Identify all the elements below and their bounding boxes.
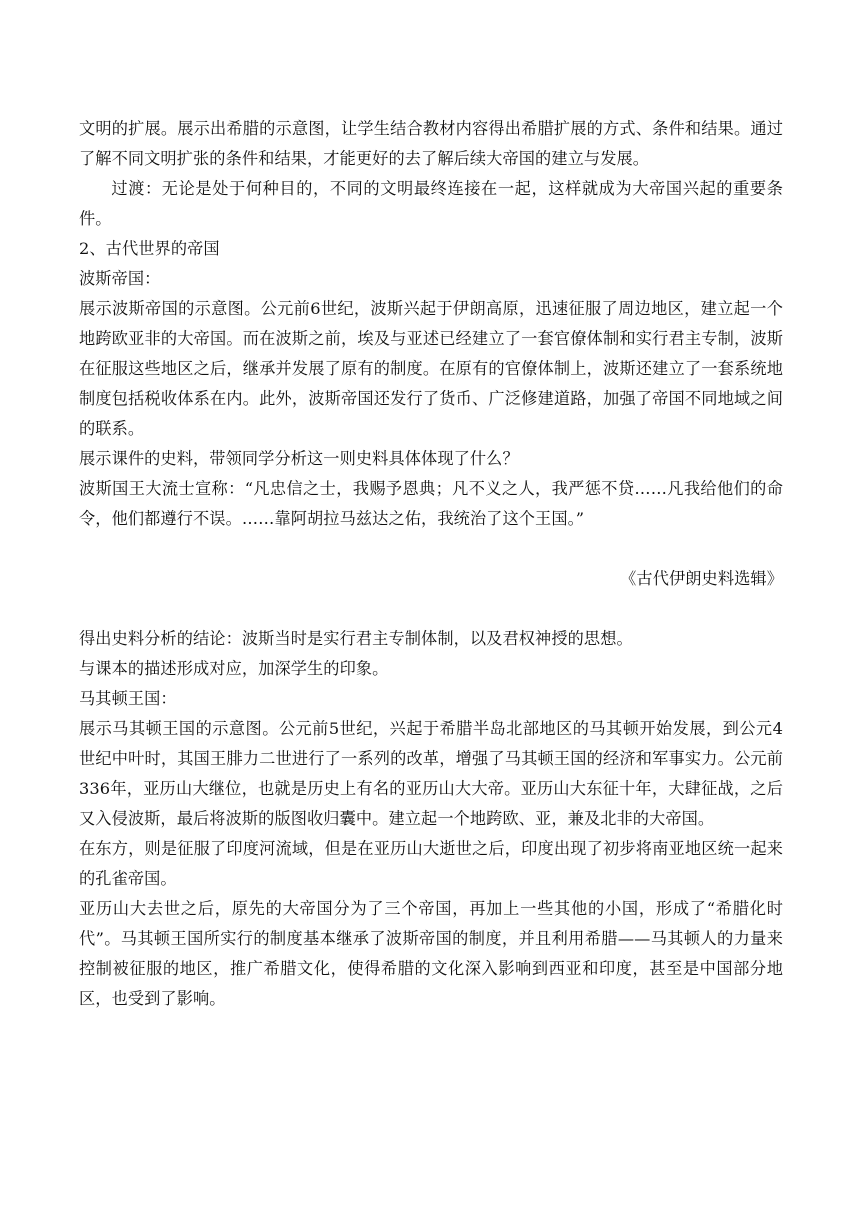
subheading-persian-empire: 波斯帝国：	[79, 269, 161, 288]
paragraph-expansion: 文明的扩展。展示出希腊的示意图，让学生结合教材内容得出希腊扩展的方式、条件和结果。通过了解不同文明扩张的条件和结果，才能更好的去了解后续大帝国的建立与发展。	[79, 119, 783, 168]
document-body	[79, 114, 783, 1014]
paragraph-hellenistic: 亚历山大去世之后，原先的大帝国分为了三个帝国，再加上一些其他的小国，形成了“希腊化时代”。马其顿王国所实行的制度基本继承了波斯帝国的制度，并且利用希腊——马其顿人的力量来控制被征服的地区，推广希腊文化，使得希腊的文化深入影响到西亚和印度，甚至是中国部分地区，也受到了影响。	[79, 899, 783, 1008]
quote-source: 《古代伊朗史料选辑》	[620, 569, 783, 588]
section-heading-ancient-empires: 2、古代世界的帝国	[79, 239, 220, 258]
paragraph-macedon-map: 展示马其顿王国的示意图。公元前5世纪，兴起于希腊半岛北部地区的马其顿开始发展，到公元4世纪中叶时，其国王腓力二世进行了一系列的改革，增强了马其顿王国的经济和军事实力。公元前336年，亚历山大继位，也就是历史上有名的亚历山大大帝。亚历山大东征十年，大肆征战，之后又入侵波斯，最后将波斯的版图收归囊中。建立起一个地跨欧、亚，兼及北非的大帝国。	[79, 719, 783, 828]
subheading-macedon: 马其顿王国：	[79, 689, 177, 708]
paragraph-persian-map: 展示波斯帝国的示意图。公元前6世纪，波斯兴起于伊朗高原，迅速征服了周边地区，建立起一个地跨欧亚非的大帝国。而在波斯之前，埃及与亚述已经建立了一套官僚体制和实行君主专制，波斯在征服这些地区之后，继承并发展了原有的制度。在原有的官僚体制上，波斯还建立了一套系统地制度包括税收体系在内。此外，波斯帝国还发行了货币、广泛修建道路，加强了帝国不同地域之间的联系。	[79, 299, 783, 438]
paragraph-courseware: 展示课件的史料，带领同学分析这一则史料具体体现了什么？	[79, 449, 519, 468]
paragraph-conclusion: 得出史料分析的结论：波斯当时是实行君主专制体制，以及君权神授的思想。	[79, 629, 633, 648]
paragraph-east: 在东方，则是征服了印度河流域，但是在亚历山大逝世之后，印度出现了初步将南亚地区统一起来的孔雀帝国。	[79, 839, 783, 888]
paragraph-transition: 过渡：无论是处于何种目的，不同的文明最终连接在一起，这样就成为大帝国兴起的重要条件。	[79, 179, 783, 228]
quote-darius: 波斯国王大流士宣称：“凡忠信之士，我赐予恩典；凡不义之人，我严惩不贷……凡我给他们的命令，他们都遵行不误。……靠阿胡拉马兹达之佑，我统治了这个王国。”	[79, 479, 783, 528]
paragraph-textbook: 与课本的描述形成对应，加深学生的印象。	[79, 659, 389, 678]
